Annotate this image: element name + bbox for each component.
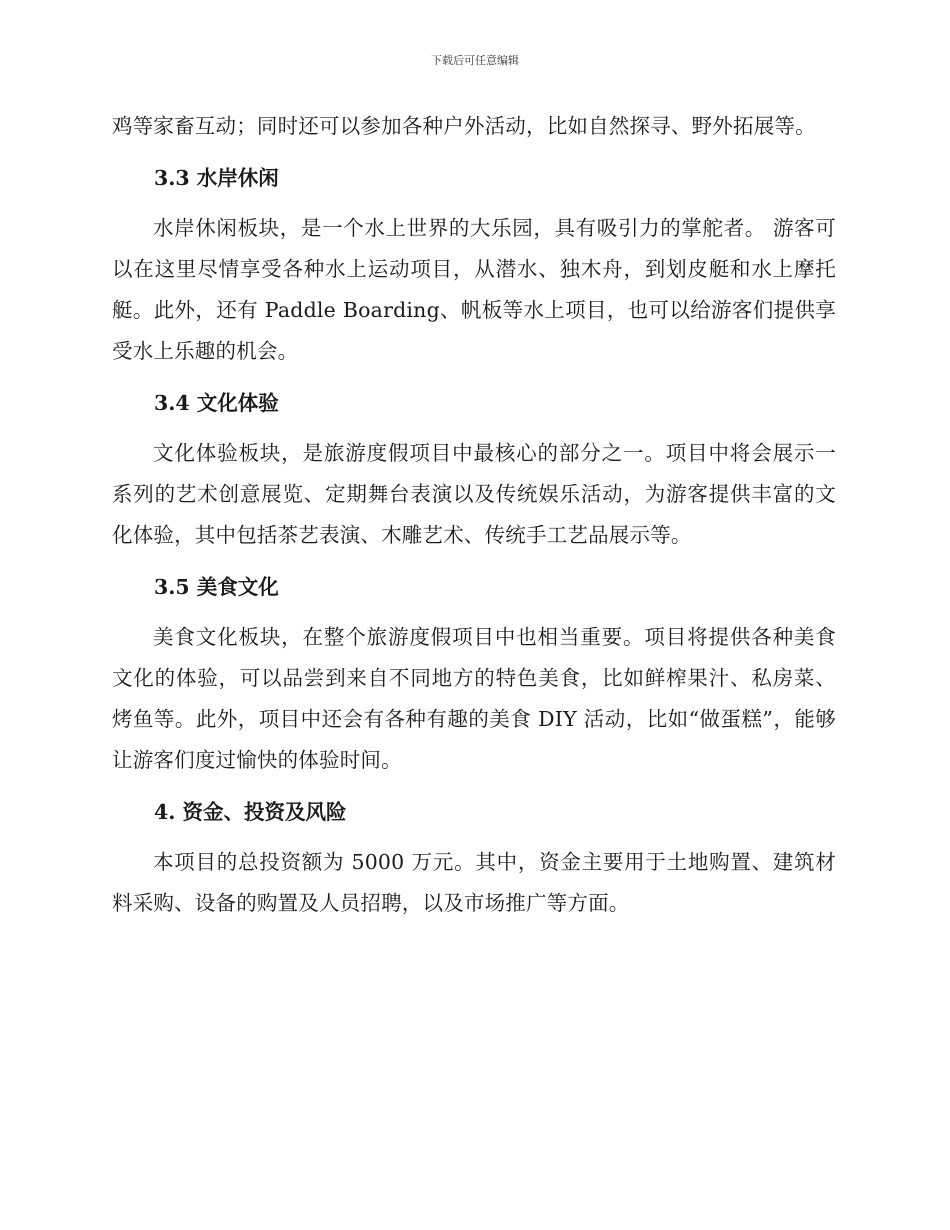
paragraph-waterfront-leisure: 水岸休闲板块，是一个水上世界的大乐园，具有吸引力的掌舵者。 游客可以在这里尽情享受各种水上运动项目，从潜水、独木舟，到划皮艇和水上摩托艇。此外，还有 Paddle Boarding、帆板等水上项目，也可以给游客们提供享受水上乐趣的机会。 [112,216,836,363]
heading-3-5: 3.5 美食文化 [154,575,279,599]
heading-4: 4. 资金、投资及风险 [154,800,347,824]
paragraph-continued: 鸡等家畜互动；同时还可以参加各种户外活动，比如自然探寻、野外拓展等。 [112,114,816,138]
paragraph-cultural-experience: 文化体验板块，是旅游度假项目中最核心的部分之一。项目中将会展示一系列的艺术创意展览、定期舞台表演以及传统娱乐活动，为游客提供丰富的文化体验，其中包括茶艺表演、木雕艺术、传统手工艺品展示等。 [112,441,836,547]
document-body [112,106,836,924]
heading-3-4: 3.4 文化体验 [154,391,279,415]
page-header-note: 下载后可任意编辑 [431,54,519,67]
heading-3-3: 3.3 水岸休闲 [154,166,279,190]
paragraph-food-culture: 美食文化板块，在整个旅游度假项目中也相当重要。项目将提供各种美食文化的体验，可以品尝到来自不同地方的特色美食，比如鲜榨果汁、私房菜、烤鱼等。此外，项目中还会有各种有趣的美食 DIY 活动，比如“做蛋糕”，能够让游客们度过愉快的体验时间。 [112,625,836,772]
paragraph-funding-investment: 本项目的总投资额为 5000 万元。其中，资金主要用于土地购置、建筑材料采购、设备的购置及人员招聘，以及市场推广等方面。 [112,850,836,915]
